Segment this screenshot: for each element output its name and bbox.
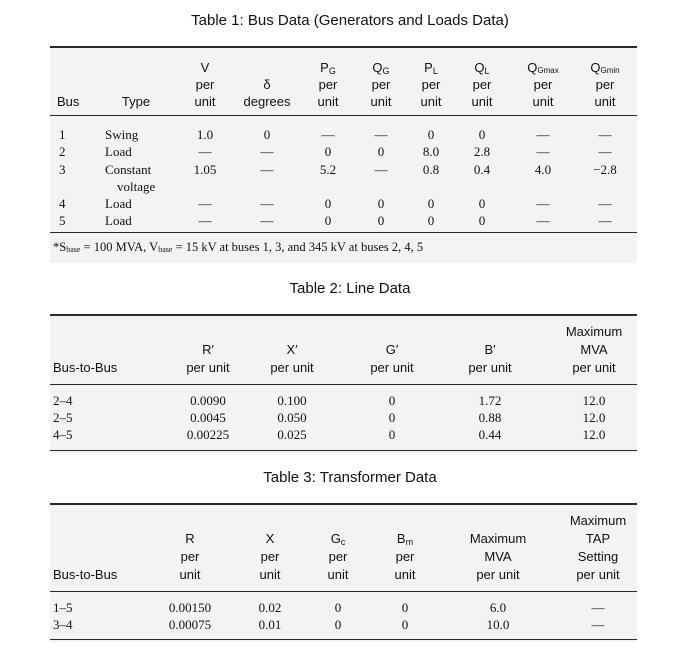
t3-cell-tap: — (591, 600, 605, 615)
table1-top-rule (50, 46, 637, 48)
t2-cell-b: 1.72 (478, 393, 502, 408)
t1-cell-delta: — (260, 162, 274, 177)
t1-cell-pg: 0 (324, 144, 332, 159)
t1-header-ql: $Q_L$ (474, 60, 490, 76)
t1-header-type: Type (121, 94, 151, 109)
t1-cell-qgmax: — (536, 196, 550, 211)
t2-cell-g: 0 (388, 427, 396, 442)
t2-cell-mva: 12.0 (582, 393, 606, 408)
t1-cell-bus: 3 (59, 162, 66, 177)
t1-cell-delta: — (260, 196, 274, 211)
t1-cell-v: — (198, 144, 212, 159)
t1-header-delta-unit: degrees (243, 94, 291, 109)
t1-header-pl-unit1: per (421, 77, 441, 92)
t3-cell-bm: 0 (401, 600, 409, 615)
t1-cell-bus: 1 (59, 127, 66, 142)
table1-bus-data (50, 46, 637, 263)
t2-header-mva-l1: Maximum (565, 324, 623, 339)
t2-cell-r: 0.0045 (190, 410, 226, 425)
t1-header-qgmax-unit2: unit (532, 94, 554, 109)
t2-cell-x: 0.050 (277, 410, 307, 425)
t1-cell-qgmax: — (536, 144, 550, 159)
table3-bottom-rule (50, 639, 637, 640)
table3-top-rule (50, 503, 637, 505)
table3-title: Table 3: Transformer Data (263, 469, 437, 486)
t1-cell-bus: 4 (59, 196, 66, 211)
t1-cell-qg: 0 (377, 213, 385, 228)
t1-cell-pl: 8.0 (422, 144, 440, 159)
table2-header-rule (50, 384, 637, 385)
t3-header-tap-l1: Maximum (569, 513, 627, 528)
table2-line-data (50, 314, 637, 453)
t1-cell-type-line2: voltage (117, 179, 156, 194)
t3-header-x: X (265, 531, 275, 546)
t2-cell-bus: 2–4 (53, 393, 73, 408)
t2-cell-g: 0 (388, 410, 396, 425)
t1-cell-pg: 5.2 (319, 162, 337, 177)
t2-header-r: R′ (202, 342, 214, 357)
t1-header-v-unit1: per (195, 77, 215, 92)
t3-cell-r: 0.00075 (168, 617, 212, 632)
t1-header-qgmin-unit1: per (595, 77, 615, 92)
t3-header-r: R (185, 531, 195, 546)
t1-cell-ql: 0.4 (473, 162, 491, 177)
t1-header-v-unit2: unit (194, 94, 216, 109)
t1-cell-qgmin: — (598, 127, 612, 142)
t3-header-r-unit1: per (180, 549, 200, 564)
t2-header-b-unit: per unit (468, 360, 512, 375)
t3-cell-mva: 6.0 (489, 600, 507, 615)
t1-cell-qg: — (374, 162, 388, 177)
t1-cell-qgmin: — (598, 144, 612, 159)
t1-header-pg-unit2: unit (317, 94, 339, 109)
t2-cell-g: 0 (388, 393, 396, 408)
t1-cell-pg: 0 (324, 196, 332, 211)
t3-header-gc: $G_c$ (330, 531, 346, 547)
t2-header-r-unit: per unit (186, 360, 230, 375)
t2-cell-mva: 12.0 (582, 410, 606, 425)
t2-cell-bus: 2–5 (53, 410, 73, 425)
table1-header-rule (50, 115, 637, 116)
t2-header-x: X′ (286, 342, 298, 357)
t1-cell-delta: 0 (263, 127, 271, 142)
t1-cell-type: Constant (105, 162, 152, 177)
t1-header-qgmax-unit1: per (533, 77, 553, 92)
t3-header-x-unit1: per (260, 549, 280, 564)
t1-cell-type: Swing (105, 127, 139, 142)
t3-cell-mva: 10.0 (486, 617, 510, 632)
t3-cell-x: 0.01 (258, 617, 282, 632)
t1-cell-type: Load (105, 196, 132, 211)
t3-header-bm-unit1: per (395, 549, 415, 564)
table3-transformer-data (50, 503, 637, 642)
t1-header-pl: $P_L$ (424, 60, 438, 76)
t3-header-tap-l4: per unit (576, 567, 620, 582)
t3-cell-gc: 0 (334, 617, 342, 632)
t3-header-tap-l3: Setting (577, 549, 619, 564)
t1-header-qgmin: $Q_{Gmin}$ (590, 60, 620, 75)
t3-cell-bm: 0 (401, 617, 409, 632)
t2-cell-r: 0.00225 (186, 427, 230, 442)
t2-header-x-unit: per unit (270, 360, 314, 375)
t3-header-mva-l2: MVA (484, 549, 512, 564)
t1-cell-ql: 0 (478, 127, 486, 142)
table3-header-rule (50, 591, 637, 592)
t1-cell-pg: 0 (324, 213, 332, 228)
t1-cell-delta: — (260, 213, 274, 228)
t3-cell-tap: — (591, 617, 605, 632)
t2-cell-mva: 12.0 (582, 427, 606, 442)
t1-header-bus: Bus (57, 94, 80, 109)
t1-cell-ql: 0 (478, 196, 486, 211)
t1-cell-v: — (198, 196, 212, 211)
t1-cell-pg: — (321, 127, 335, 142)
t1-cell-ql: 0 (478, 213, 486, 228)
t1-cell-qg: 0 (377, 144, 385, 159)
t3-header-r-unit2: unit (179, 567, 201, 582)
t1-cell-qg: 0 (377, 196, 385, 211)
t1-header-ql-unit2: unit (471, 94, 493, 109)
t1-header-pg: $P_G$ (320, 60, 336, 76)
t1-cell-qgmin: −2.8 (593, 162, 617, 177)
t1-cell-qgmax: 4.0 (534, 162, 552, 177)
t1-cell-pl: 0.8 (422, 162, 440, 177)
t2-cell-r: 0.0090 (190, 393, 226, 408)
t2-cell-x: 0.100 (277, 393, 307, 408)
t1-header-delta: δ (263, 77, 271, 92)
t1-cell-qgmin: — (598, 213, 612, 228)
t2-header-g-unit: per unit (370, 360, 414, 375)
t1-cell-type: Load (105, 144, 132, 159)
t2-header-mva-l3: per unit (572, 360, 616, 375)
t1-cell-qgmax: — (536, 213, 550, 228)
t3-header-bus: Bus-to-Bus (53, 567, 118, 582)
t3-header-tap-l2: TAP (585, 531, 611, 546)
t1-cell-bus: 5 (59, 213, 66, 228)
t2-header-g: G′ (385, 342, 399, 357)
t1-cell-qg: — (374, 127, 388, 142)
t3-cell-r: 0.00150 (168, 600, 212, 615)
t1-cell-pl: 0 (427, 196, 435, 211)
t1-cell-v: — (198, 213, 212, 228)
t1-header-qg-unit2: unit (370, 94, 392, 109)
t1-cell-bus: 2 (59, 144, 66, 159)
t3-cell-bus: 1–5 (53, 600, 73, 615)
t3-cell-x: 0.02 (258, 600, 282, 615)
t1-cell-pl: 0 (427, 213, 435, 228)
t2-header-bus: Bus-to-Bus (53, 360, 118, 375)
t1-cell-qgmin: — (598, 196, 612, 211)
t3-cell-gc: 0 (334, 600, 342, 615)
t2-cell-x: 0.025 (277, 427, 307, 442)
table1-footnote: $*S_{base} = 100$ MVA, $V_{base} = 15$ kV at buses 1, 3, and 345 kV at buses 2, 4, 5 (53, 240, 424, 254)
t1-header-qgmax: $Q_{Gmax}$ (527, 60, 559, 75)
t1-cell-ql: 2.8 (473, 144, 491, 159)
t3-header-bm-unit2: unit (394, 567, 416, 582)
table1-bottom-rule (50, 232, 637, 233)
t1-header-ql-unit1: per (472, 77, 492, 92)
t1-cell-v: 1.05 (193, 162, 217, 177)
t1-header-pl-unit2: unit (420, 94, 442, 109)
t1-cell-v: 1.0 (196, 127, 214, 142)
t1-header-v: V (200, 60, 210, 75)
t3-header-gc-unit2: unit (327, 567, 349, 582)
t1-cell-qgmax: — (536, 127, 550, 142)
t1-cell-type: Load (105, 213, 132, 228)
t3-header-x-unit2: unit (259, 567, 281, 582)
t3-header-mva-l1: Maximum (469, 531, 527, 546)
t1-header-qg: $Q_G$ (372, 60, 390, 76)
t3-cell-bus: 3–4 (53, 617, 73, 632)
t1-header-qg-unit1: per (371, 77, 391, 92)
t1-cell-pl: 0 (427, 127, 435, 142)
table2-title: Table 2: Line Data (289, 280, 411, 297)
t2-cell-b: 0.44 (478, 427, 502, 442)
t2-cell-b: 0.88 (478, 410, 502, 425)
t2-cell-bus: 4–5 (53, 427, 73, 442)
t3-header-bm: $B_m$ (396, 531, 414, 547)
t1-header-pg-unit1: per (318, 77, 338, 92)
table1-title: Table 1: Bus Data (Generators and Loads Data) (191, 12, 509, 29)
t3-header-gc-unit1: per (328, 549, 348, 564)
t2-header-mva-l2: MVA (580, 342, 608, 357)
t1-header-qgmin-unit2: unit (594, 94, 616, 109)
t1-cell-delta: — (260, 144, 274, 159)
t2-header-b: B′ (484, 342, 496, 357)
t3-header-mva-l3: per unit (476, 567, 520, 582)
table2-bottom-rule (50, 450, 637, 451)
table2-top-rule (50, 314, 637, 316)
